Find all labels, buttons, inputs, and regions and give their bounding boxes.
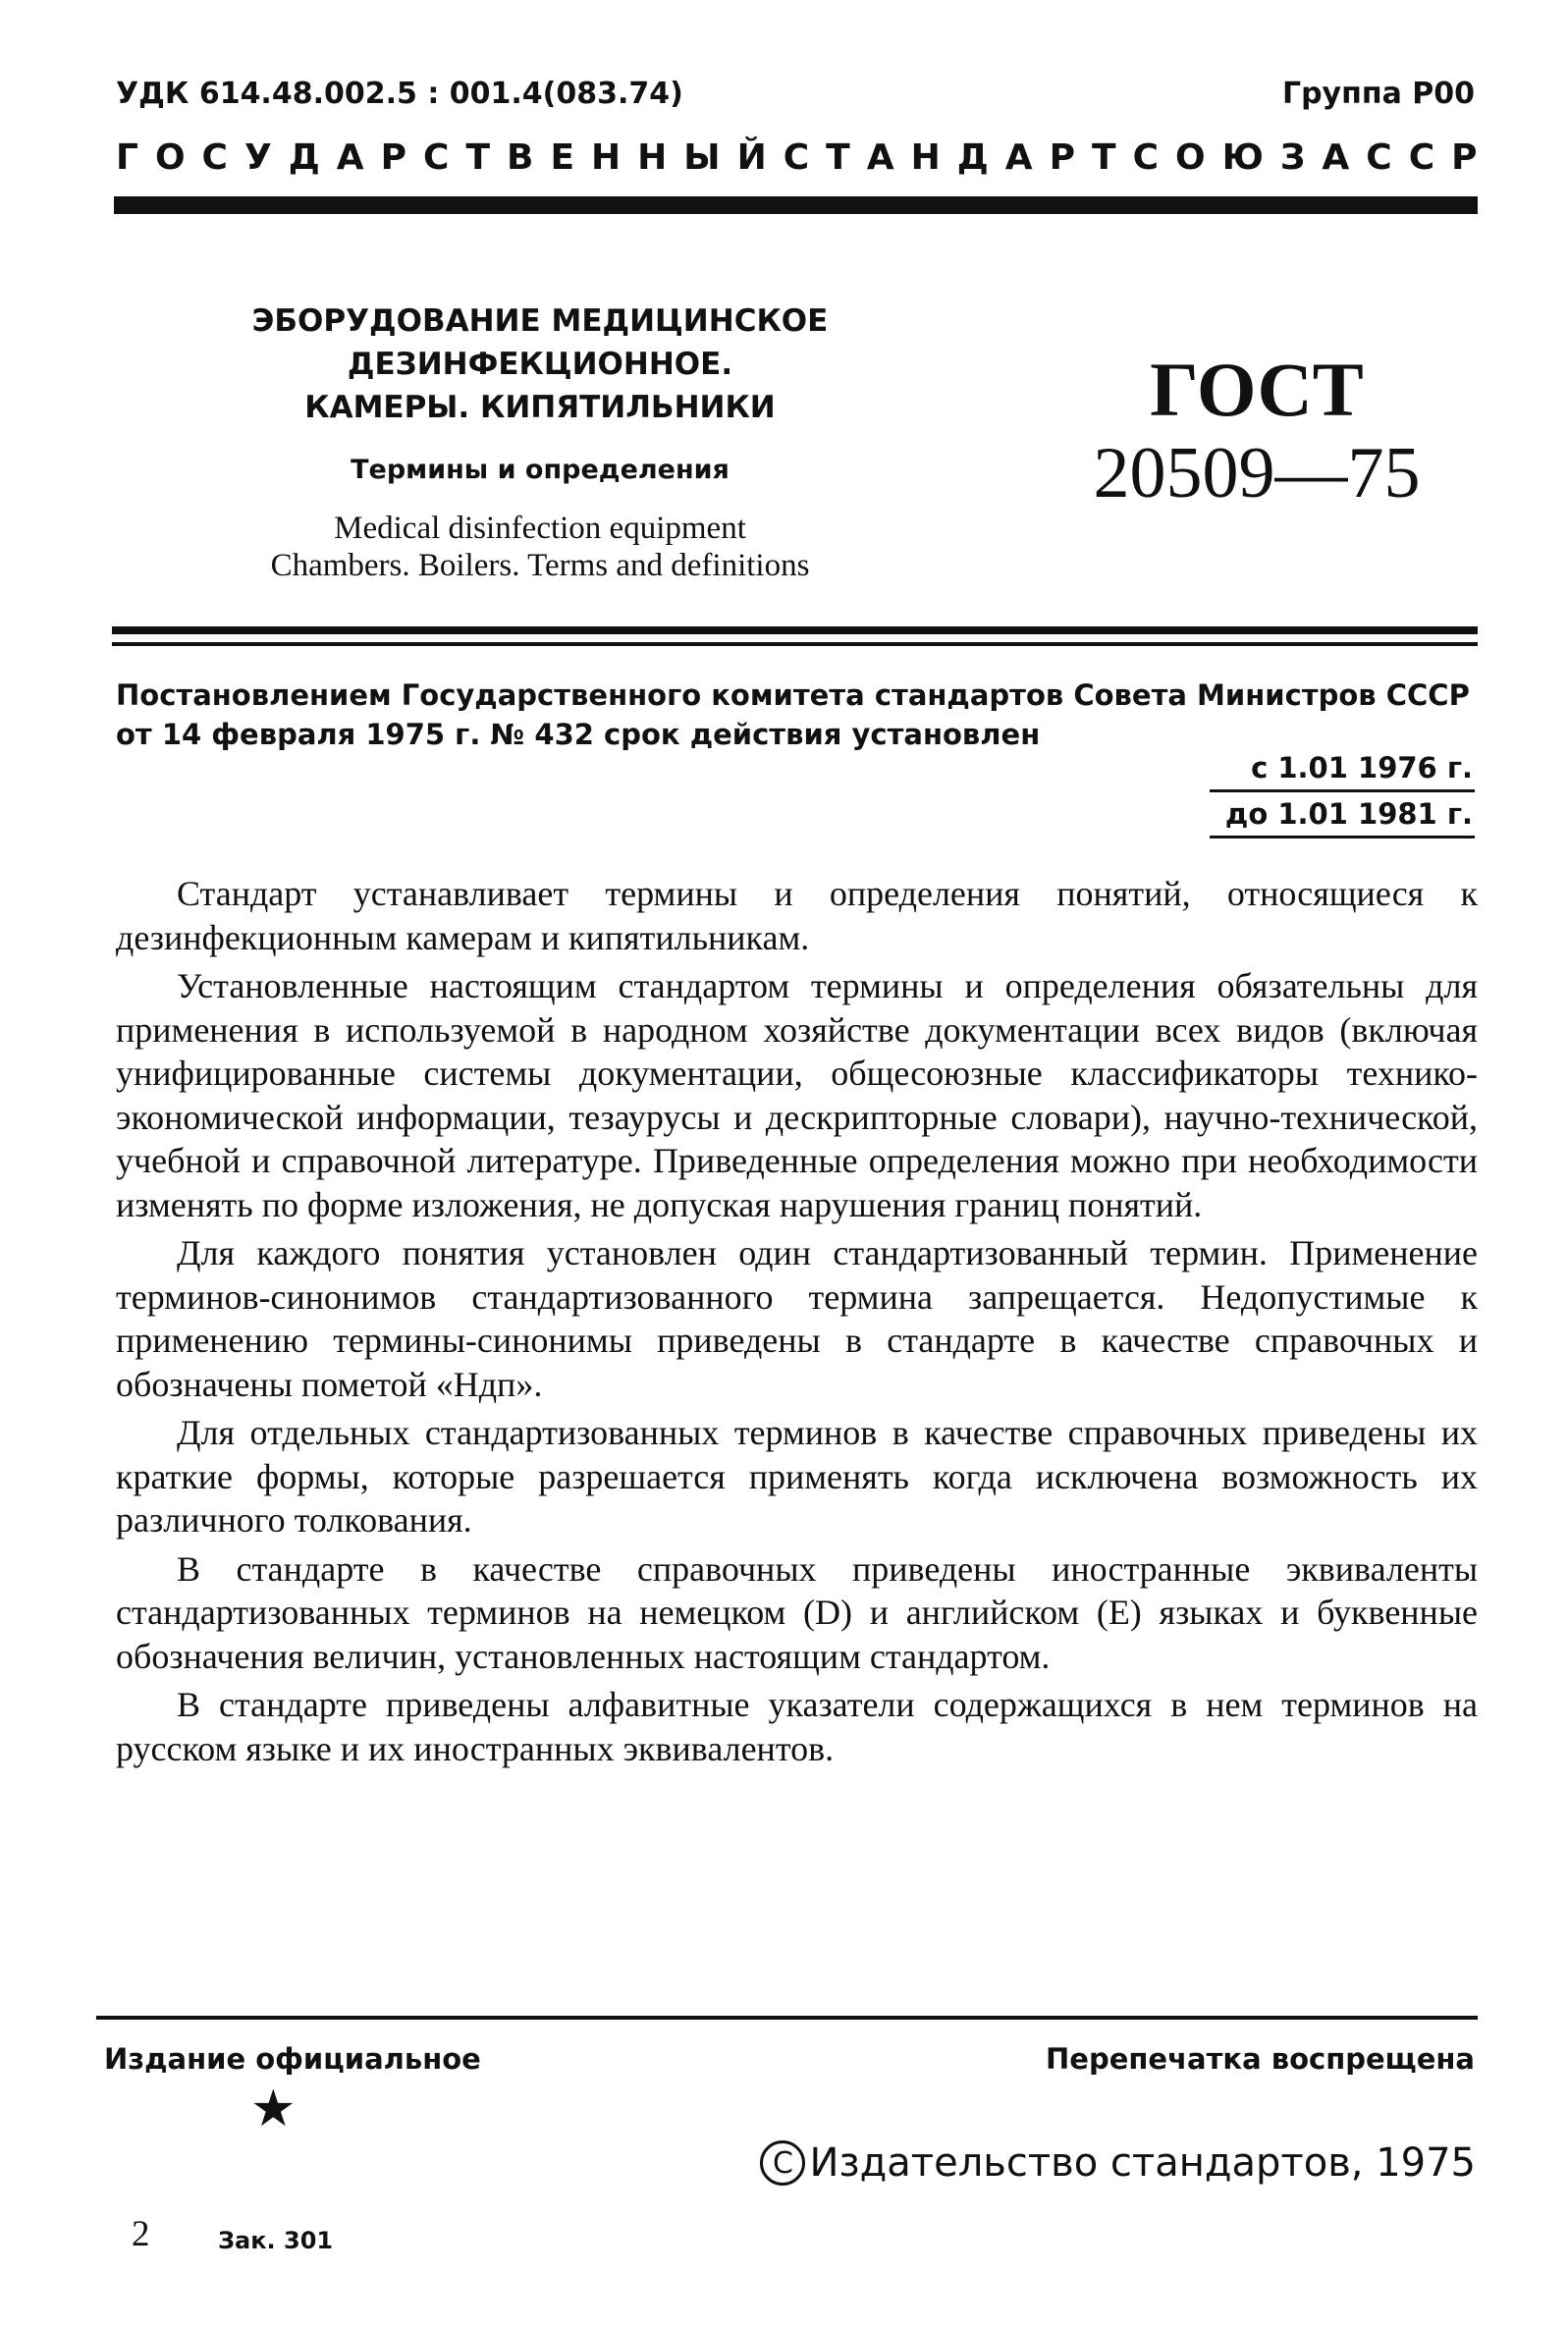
validity-dates [1210,746,1475,838]
valid-from: с 1.01 1976 г. [1210,746,1475,792]
banner-word-1: ГОСУДАРСТВЕННЫЙ [116,137,784,178]
paragraph-3: Для каждого понятия установлен один стандартизованный термин. Применение терминов-синонимов стандартизованного термина запрещается. Недопустимые к применению термины-синонимы приведены в стандарте в качестве справочных и обозначены пометой «Ндп». [116,1233,1478,1404]
publisher-text: Издательство стандартов, 1975 [809,2140,1476,2186]
group-code: Группа Р00 [1281,77,1475,111]
english-title-line-2: Chambers. Boilers. Terms and definitions [270,548,810,583]
page-number: 2 [132,2214,150,2254]
body-text [116,872,1478,1770]
subtitle: Термины и определения [351,455,730,485]
banner-word-3: СОЮЗА [1132,137,1367,178]
star-icon: ★ [250,2080,297,2138]
banner-word-2: СТАНДАРТ [783,137,1133,178]
paragraph-2: Установленные настоящим стандартом термины и определения обязательны для применения в используемой в народном хозяйстве документации всех видов (включая унифицированные системы документации, общесоюзные классификаторы технико-экономической информации, тезаурусы и дескрипторные словари), научно-технической, учебной и справочной литературе. Приведенные определения можно при необходимости изменять по форме изложения, не допуская нарушения границ понятий. [116,966,1478,1224]
title-line-1: ЭБОРУДОВАНИЕ МЕДИЦИНСКОЕ ДЕЗИНФЕКЦИОННОЕ. [251,303,829,382]
gost-number: 20509—75 [1093,433,1421,514]
state-standard-banner [116,137,1494,178]
title-line-2: КАМЕРЫ. КИПЯТИЛЬНИКИ [304,390,776,425]
reprint-prohibited-label: Перепечатка воспрещена [1046,2042,1475,2076]
middle-divider-thin [112,642,1478,646]
publisher-line [760,2140,1476,2186]
paragraph-5: В стандарте в качестве справочных приведены иностранные эквиваленты стандартизованных терминов на немецком (D) и английском (E) языках и буквенные обозначения величин, установленных настоящим стандартом. [116,1548,1478,1676]
banner-word-4: ССР [1366,137,1494,178]
english-title-line-1: Medical disinfection equipment [334,511,746,546]
order-number: Зак. 301 [218,2227,334,2254]
decree-text: Постановлением Государственного комитета стандартов Совета Министров СССР от 14 февраля 1975 г. № 432 срок действия установлен [116,678,1470,751]
gost-designation [1055,349,1458,515]
copyright-icon: C [760,2140,805,2186]
title-block [108,299,972,584]
official-edition-label: Издание официальное [104,2042,481,2076]
paragraph-6: В стандарте приведены алфавитные указатели содержащихся в нем терминов на русском языке и их иностранных эквивалентов. [116,1685,1478,1768]
paragraph-1: Стандарт устанавливает термины и определения понятий, относящиеся к дезинфекционным камерам и кипятильникам. [116,874,1478,957]
gost-label: ГОСТ [1150,347,1364,432]
top-divider [114,196,1478,214]
valid-until: до 1.01 1981 г. [1210,792,1475,838]
udk-code: УДК 614.48.002.5 : 001.4(083.74) [116,77,683,111]
paragraph-4: Для отдельных стандартизованных терминов в качестве справочных приведены их краткие формы, которые разрешается применять когда исключена возможность их различного толкования. [116,1413,1478,1540]
middle-divider-thick [112,626,1478,634]
bottom-divider [96,2016,1478,2020]
